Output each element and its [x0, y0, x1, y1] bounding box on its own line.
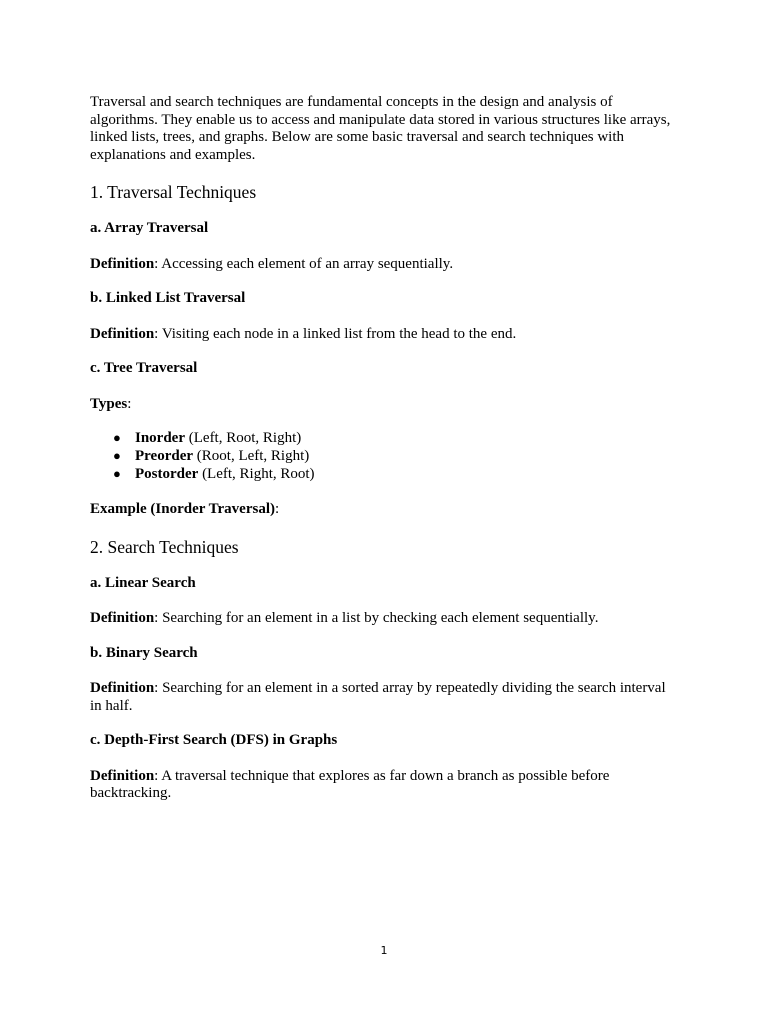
section-heading-traversal: 1. Traversal Techniques: [90, 182, 257, 202]
definition-label: Definition: [90, 255, 155, 272]
definition-text: : Searching for an element in a sorted array by repeatedly dividing the search interval in half.: [90, 680, 666, 714]
page-number: 1: [380, 944, 388, 957]
definition-array-traversal: [90, 256, 680, 274]
example-label: Example (Inorder Traversal): [90, 501, 275, 517]
definition-text: : Searching for an element in a list by checking each element sequentially.: [154, 610, 599, 626]
bullet-icon: ●: [113, 430, 121, 445]
definition-text: : A traversal technique that explores as far down a branch as possible before backtracking.: [90, 767, 610, 801]
subheading-binary-search: b. Binary Search: [90, 644, 198, 661]
definition-binary-search: [90, 680, 680, 715]
tree-traversal-types-list: [111, 429, 680, 483]
example-inorder-line: [90, 501, 680, 519]
types-label-line: [90, 396, 680, 414]
section-heading-search: 2. Search Techniques: [90, 536, 239, 557]
definition-linked-list-traversal: [90, 326, 680, 344]
definition-label: Definition: [90, 325, 155, 342]
definition-text: : Accessing each element of an array sequentially.: [154, 255, 454, 272]
subheading-linked-list-traversal: b. Linked List Traversal: [90, 290, 246, 306]
list-item-text: (Left, Root, Right): [185, 430, 302, 446]
subheading-dfs: c. Depth-First Search (DFS) in Graphs: [90, 732, 338, 748]
list-item-bold: Inorder: [135, 430, 185, 446]
intro-paragraph: Traversal and search techniques are fundamental concepts in the design and analysis of algorithms. They enable us to access and manipulate data stored in various structures like arrays, linked lists, trees, and graphs. Below are some basic traversal and search techniques with explanations and examples.: [90, 94, 671, 163]
subheading-tree-traversal: c. Tree Traversal: [90, 360, 198, 376]
types-label: Types: [90, 395, 128, 412]
definition-label: Definition: [90, 680, 155, 696]
list-item-bold: Preorder: [135, 448, 194, 464]
types-colon: :: [127, 395, 132, 412]
definition-linear-search: [90, 610, 680, 628]
list-item: [111, 465, 680, 483]
definition-label: Definition: [90, 610, 155, 626]
list-item-text: (Left, Right, Root): [198, 466, 315, 482]
list-item-text: (Root, Left, Right): [193, 448, 310, 464]
list-item: [111, 429, 680, 447]
definition-label: Definition: [90, 767, 155, 784]
definition-dfs: [90, 768, 680, 803]
list-item: [111, 447, 680, 465]
subheading-array-traversal: a. Array Traversal: [90, 220, 209, 236]
definition-text: : Visiting each node in a linked list from the head to the end.: [154, 325, 517, 342]
bullet-icon: ●: [113, 466, 121, 481]
example-colon: :: [274, 501, 280, 517]
subheading-linear-search: a. Linear Search: [90, 574, 196, 591]
bullet-icon: ●: [113, 448, 121, 463]
list-item-bold: Postorder: [135, 466, 199, 482]
document-page: [90, 94, 680, 803]
